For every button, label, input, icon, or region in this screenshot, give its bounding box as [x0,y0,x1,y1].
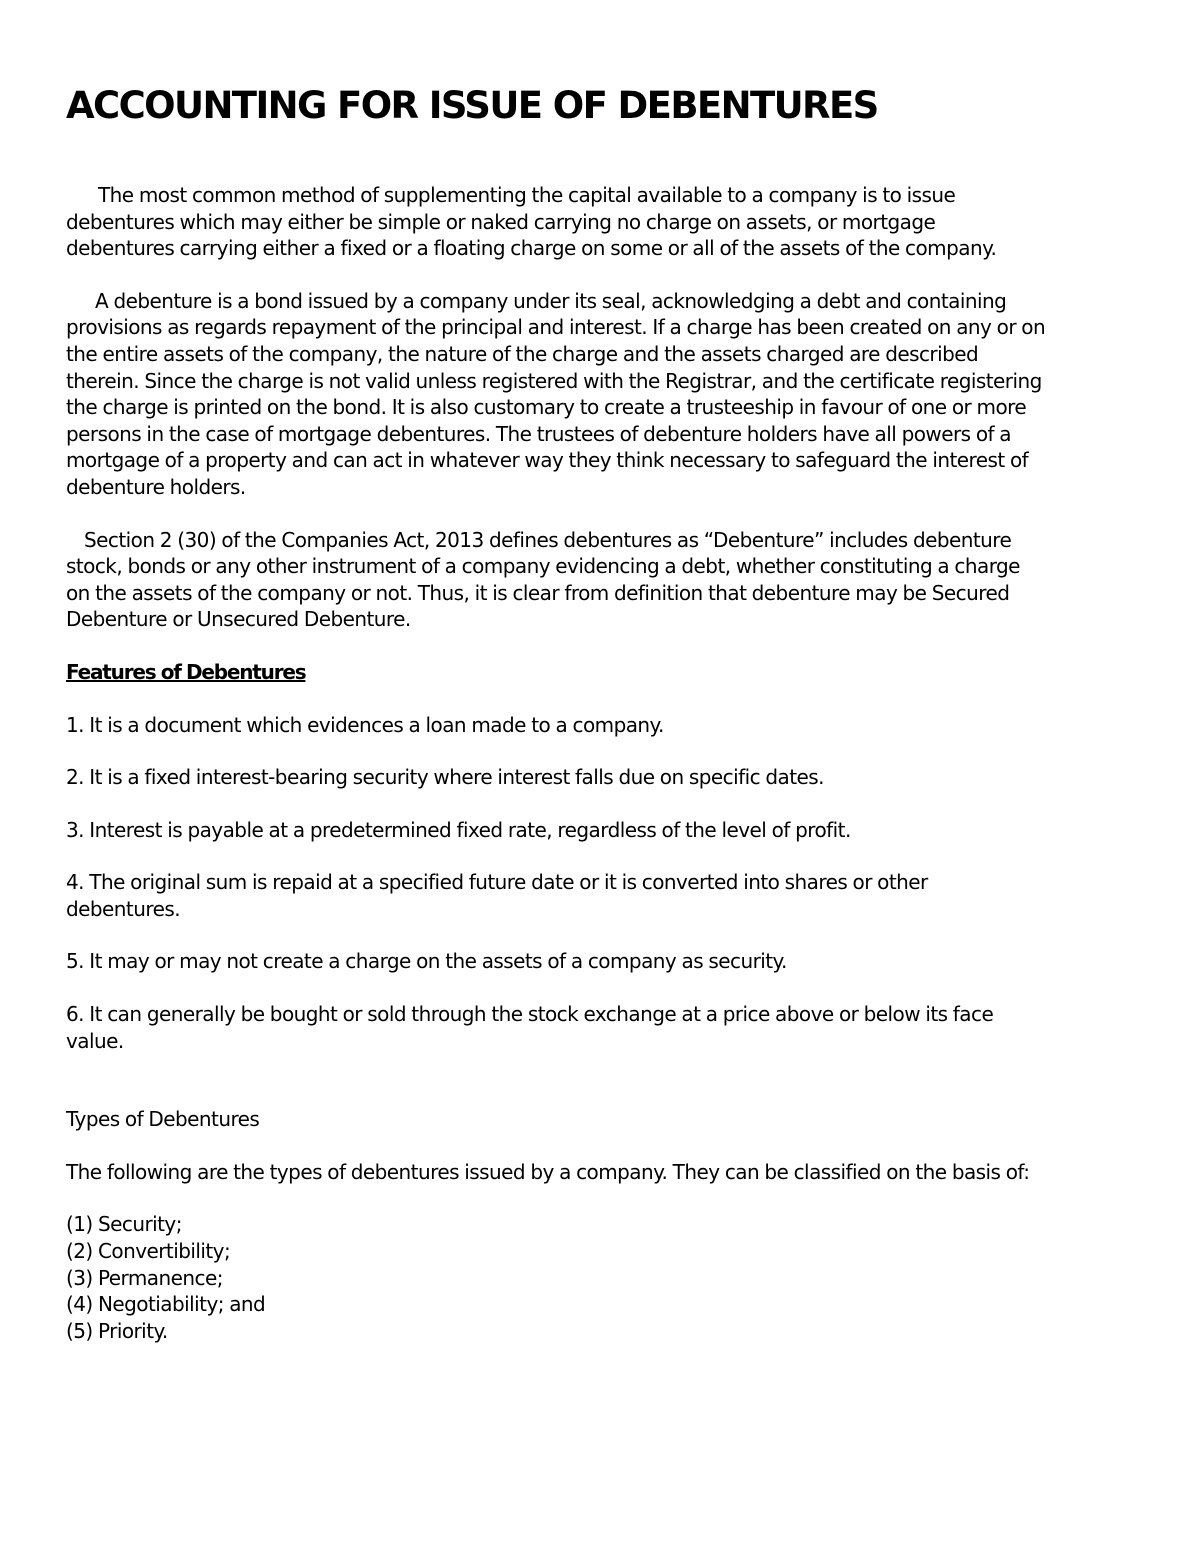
document-page [66,84,1046,1344]
feature-item: 1. It is a document which evidences a loan made to a company. [66,712,664,737]
types-intro: The following are the types of debentures issued by a company. They can be classified on the basis of: [66,1159,1030,1184]
document-body [66,182,1046,1344]
feature-item: 3. Interest is payable at a predetermined fixed rate, regardless of the level of profit. [66,817,851,842]
types-list-item: (3) Permanence; [66,1265,223,1290]
feature-item: 4. The original sum is repaid at a specified future date or it is converted into shares or other debentures. [66,870,928,921]
types-heading: Types of Debentures [66,1107,260,1132]
feature-item: 6. It can generally be bought or sold through the stock exchange at a price above or below its face value. [66,1002,994,1053]
types-list [66,1211,1046,1344]
definition-paragraph: A debenture is a bond issued by a company under its seal, acknowledging a debt and containing provisions as regards repayment of the principal and interest. If a charge has been created on any or on the entire assets of the company, the nature of the charge and the assets charged are described therein. Since the charge is not valid unless registered with the Registrar, and the certificate registering the charge is printed on the bond. It is also customary to create a trusteeship in favour of one or more persons in the case of mortgage debentures. The trustees of debenture holders have all powers of a mortgage of a property and can act in whatever way they think necessary to safeguard the interest of debenture holders. [66,288,1046,499]
document-title: ACCOUNTING FOR ISSUE OF DEBENTURES [66,84,878,127]
types-list-item: (5) Priority. [66,1318,168,1343]
types-list-item: (2) Convertibility; [66,1239,231,1264]
types-list-item: (1) Security; [66,1212,182,1237]
feature-item: 2. It is a fixed interest-bearing security where interest falls due on specific dates. [66,765,824,790]
section-paragraph: Section 2 (30) of the Companies Act, 2013 defines debentures as “Debenture” includes debenture stock, bonds or any other instrument of a company evidencing a debt, whether constituting a charge on the assets of the company or not. Thus, it is clear from definition that debenture may be Secured Debenture or Unsecured Debenture. [66,527,1020,632]
intro-paragraph: The most common method of supplementing the capital available to a company is to issue debentures which may either be simple or naked carrying no charge on assets, or mortgage debentures carrying either a fixed or a floating charge on some or all of the assets of the company. [66,183,997,261]
types-list-item: (4) Negotiability; and [66,1292,266,1317]
feature-item: 5. It may or may not create a charge on the assets of a company as security. [66,949,787,974]
features-heading: Features of Debentures [66,659,306,684]
